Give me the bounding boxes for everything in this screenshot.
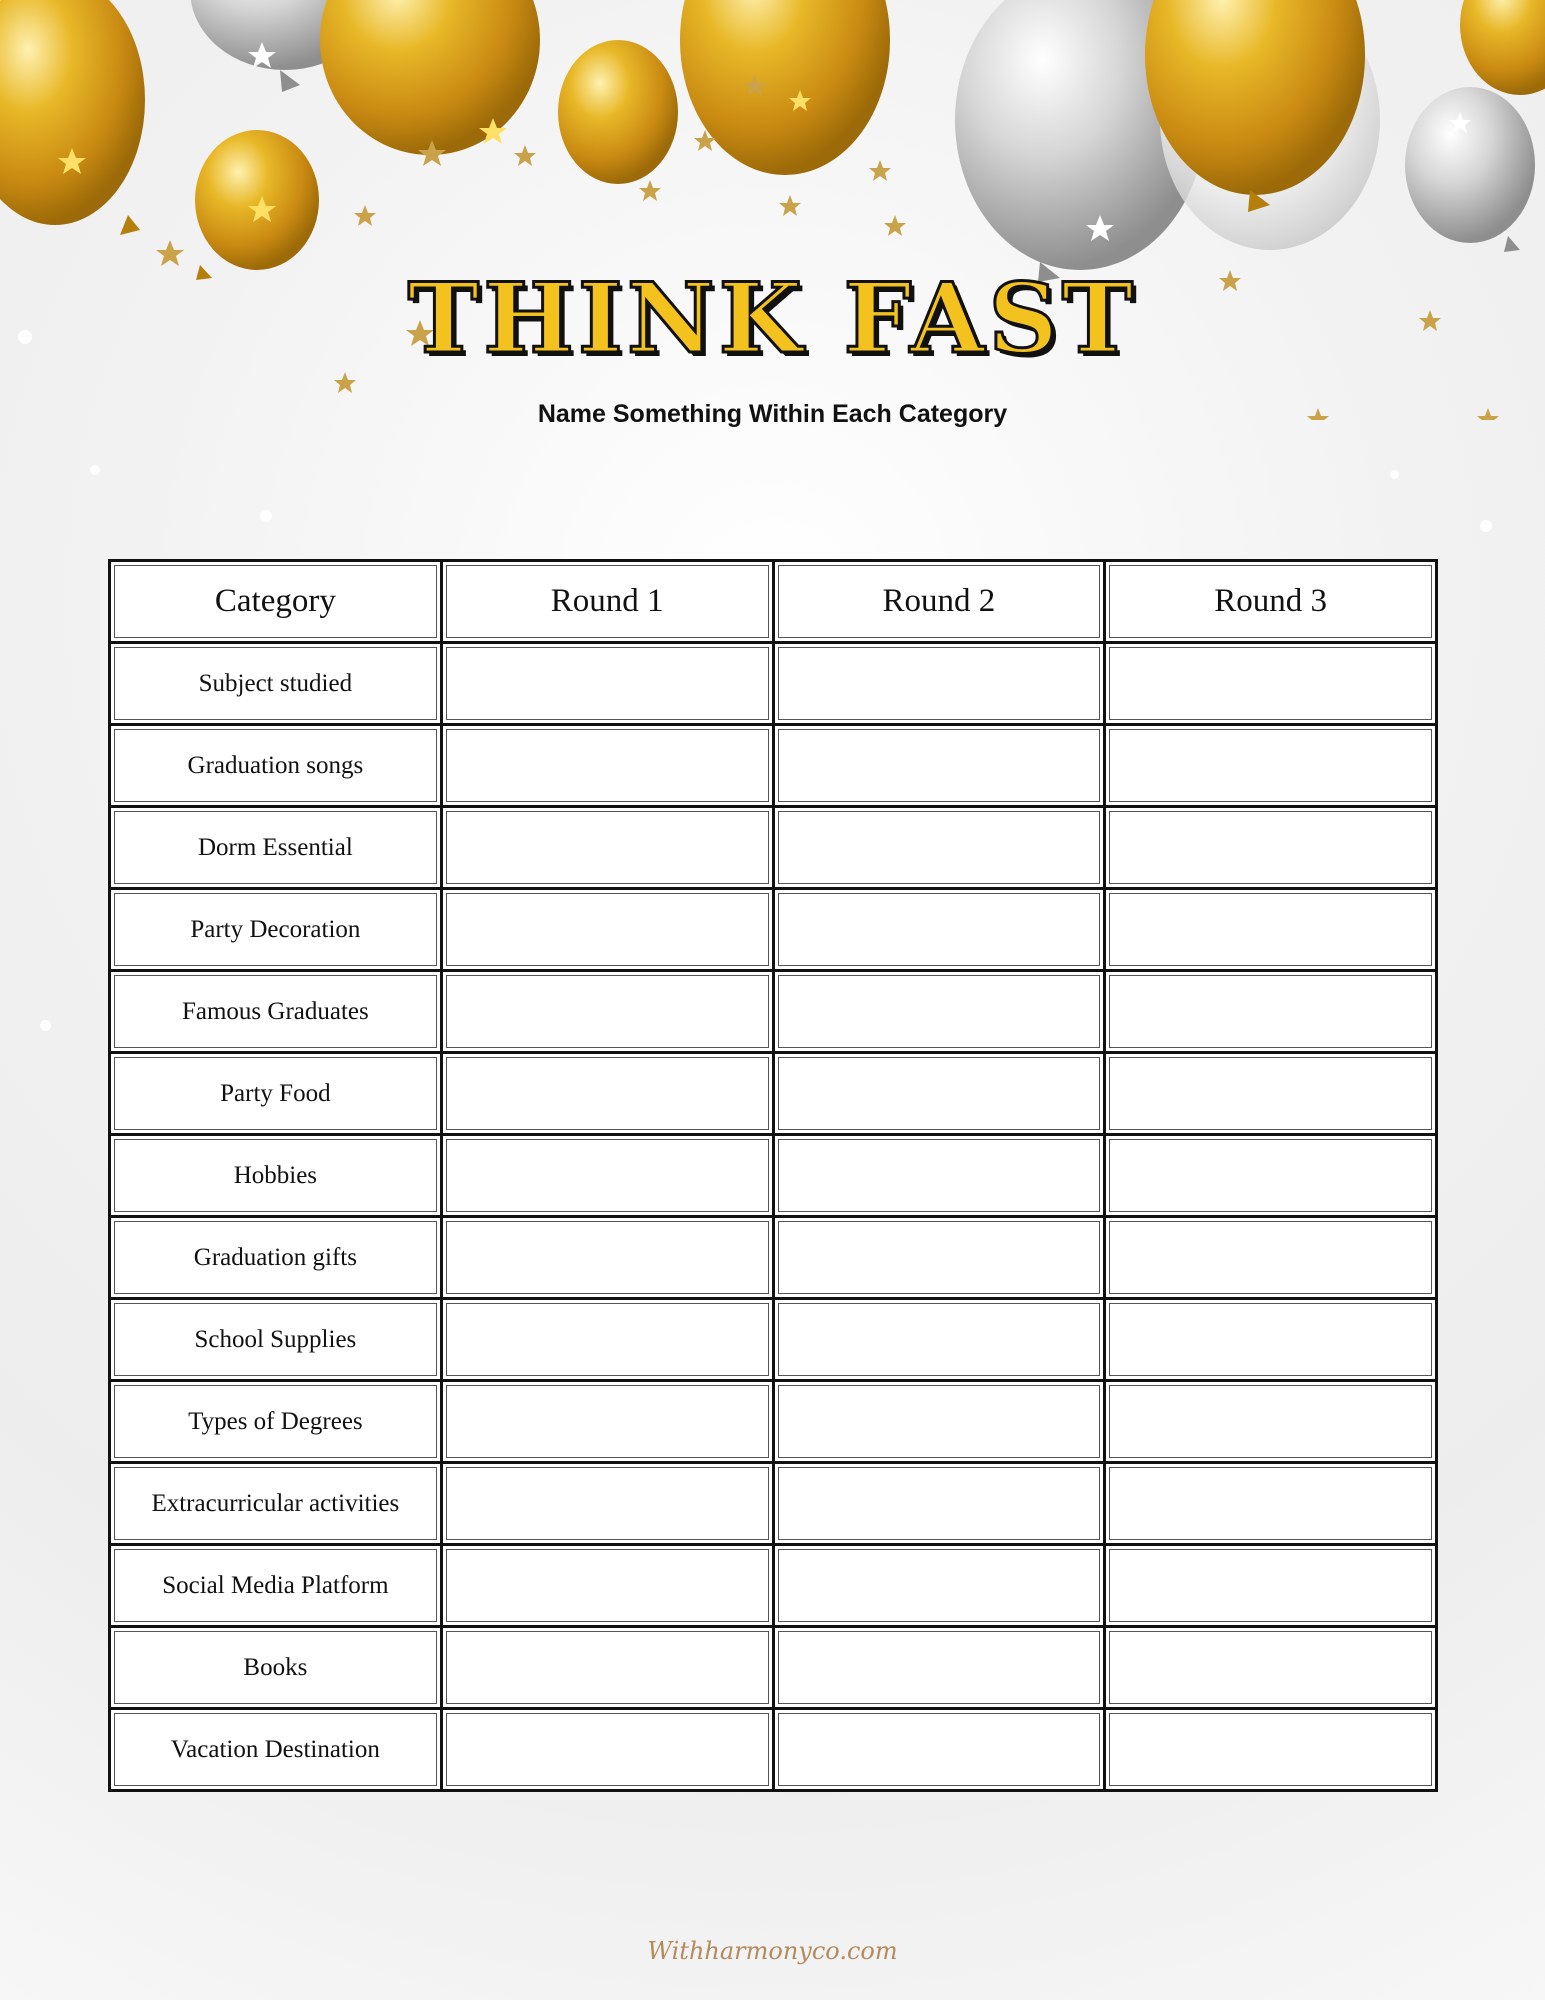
category-cell: Party Decoration — [111, 890, 440, 969]
answer-cell-round-2[interactable] — [775, 808, 1104, 887]
answer-cell-round-3[interactable] — [1106, 808, 1435, 887]
category-cell: Party Food — [111, 1054, 440, 1133]
answer-cell-round-3[interactable] — [1106, 1464, 1435, 1543]
answer-cell-round-3[interactable] — [1106, 1382, 1435, 1461]
answer-cell-round-1[interactable] — [443, 644, 772, 723]
column-header-round-2: Round 2 — [775, 562, 1104, 641]
gold-balloon — [320, 0, 540, 155]
footer-website: Withharmonyco.com — [647, 1937, 898, 1965]
gold-balloon — [558, 40, 678, 184]
answer-cell-round-1[interactable] — [443, 972, 772, 1051]
category-cell: Social Media Platform — [111, 1546, 440, 1625]
gold-balloon — [680, 0, 890, 175]
category-cell: Graduation songs — [111, 726, 440, 805]
table-row — [111, 726, 1435, 805]
answer-cell-round-2[interactable] — [775, 1218, 1104, 1297]
answer-cell-round-2[interactable] — [775, 1054, 1104, 1133]
category-cell: Vacation Destination — [111, 1710, 440, 1789]
category-cell: Subject studied — [111, 644, 440, 723]
answer-cell-round-3[interactable] — [1106, 1136, 1435, 1215]
table-row — [111, 972, 1435, 1051]
table-row — [111, 1136, 1435, 1215]
table-row — [111, 1054, 1435, 1133]
sparkle — [1480, 520, 1492, 532]
table-row — [111, 1218, 1435, 1297]
answer-cell-round-1[interactable] — [443, 1136, 772, 1215]
column-header-round-3: Round 3 — [1106, 562, 1435, 641]
answer-cell-round-3[interactable] — [1106, 1546, 1435, 1625]
answer-cell-round-3[interactable] — [1106, 1710, 1435, 1789]
sparkle — [1390, 470, 1399, 479]
sparkle — [40, 1020, 51, 1031]
answer-cell-round-2[interactable] — [775, 1546, 1104, 1625]
answer-cell-round-2[interactable] — [775, 1628, 1104, 1707]
gold-balloon — [0, 0, 145, 225]
answer-cell-round-2[interactable] — [775, 644, 1104, 723]
gold-balloon — [195, 130, 319, 270]
answer-cell-round-1[interactable] — [443, 1710, 772, 1789]
column-header-round-1: Round 1 — [443, 562, 772, 641]
category-cell: Books — [111, 1628, 440, 1707]
category-cell: Graduation gifts — [111, 1218, 440, 1297]
table-row — [111, 1628, 1435, 1707]
answer-cell-round-3[interactable] — [1106, 972, 1435, 1051]
table-row — [111, 808, 1435, 887]
answer-cell-round-2[interactable] — [775, 1464, 1104, 1543]
category-cell: Famous Graduates — [111, 972, 440, 1051]
table-body — [111, 644, 1435, 1789]
sparkle — [90, 465, 100, 475]
category-cell: Types of Degrees — [111, 1382, 440, 1461]
answer-cell-round-2[interactable] — [775, 726, 1104, 805]
answer-cell-round-3[interactable] — [1106, 1218, 1435, 1297]
answer-cell-round-2[interactable] — [775, 1710, 1104, 1789]
table-header-row — [111, 562, 1435, 641]
answer-cell-round-2[interactable] — [775, 890, 1104, 969]
answer-cell-round-1[interactable] — [443, 1464, 772, 1543]
answer-cell-round-2[interactable] — [775, 1136, 1104, 1215]
game-table — [108, 559, 1438, 1792]
page-title: THINK FAST — [407, 262, 1138, 375]
table-row — [111, 1300, 1435, 1379]
answer-cell-round-1[interactable] — [443, 890, 772, 969]
answer-cell-round-1[interactable] — [443, 726, 772, 805]
category-cell: Hobbies — [111, 1136, 440, 1215]
sparkle — [260, 510, 272, 522]
category-cell: Extracurricular activities — [111, 1464, 440, 1543]
answer-cell-round-1[interactable] — [443, 1628, 772, 1707]
table-row — [111, 890, 1435, 969]
answer-cell-round-1[interactable] — [443, 1382, 772, 1461]
answer-cell-round-1[interactable] — [443, 1218, 772, 1297]
answer-cell-round-3[interactable] — [1106, 1054, 1435, 1133]
table-row — [111, 644, 1435, 723]
gold-balloon — [1460, 0, 1545, 95]
silver-balloon — [1405, 87, 1535, 243]
table-row — [111, 1710, 1435, 1789]
table-row — [111, 1382, 1435, 1461]
answer-cell-round-2[interactable] — [775, 1382, 1104, 1461]
answer-cell-round-1[interactable] — [443, 1054, 772, 1133]
category-cell: School Supplies — [111, 1300, 440, 1379]
answer-cell-round-3[interactable] — [1106, 890, 1435, 969]
category-cell: Dorm Essential — [111, 808, 440, 887]
answer-cell-round-1[interactable] — [443, 808, 772, 887]
answer-cell-round-1[interactable] — [443, 1546, 772, 1625]
answer-cell-round-2[interactable] — [775, 1300, 1104, 1379]
answer-cell-round-1[interactable] — [443, 1300, 772, 1379]
column-header-category: Category — [111, 562, 440, 641]
answer-cell-round-3[interactable] — [1106, 726, 1435, 805]
answer-cell-round-2[interactable] — [775, 972, 1104, 1051]
page-subtitle: Name Something Within Each Category — [537, 400, 1008, 428]
answer-cell-round-3[interactable] — [1106, 644, 1435, 723]
answer-cell-round-3[interactable] — [1106, 1300, 1435, 1379]
table-row — [111, 1464, 1435, 1543]
table-row — [111, 1546, 1435, 1625]
answer-cell-round-3[interactable] — [1106, 1628, 1435, 1707]
